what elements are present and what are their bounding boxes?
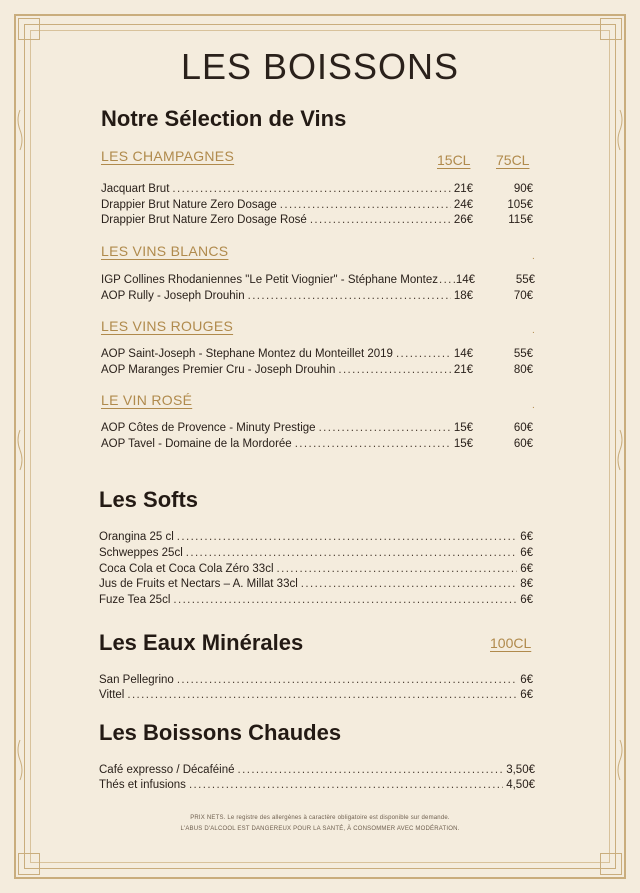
wine-name: AOP Tavel - Domaine de la Mordorée xyxy=(101,438,292,450)
page-title: LES BOISSONS xyxy=(180,46,460,87)
left-ornament-top xyxy=(18,110,22,150)
left-ornament-mid xyxy=(18,430,22,470)
wine-name: AOP Saint-Joseph - Stephane Montez du Monteillet 2019 xyxy=(101,348,393,360)
vins-rouges-label: LES VINS ROUGES xyxy=(101,318,234,334)
water-name: San Pellegrino xyxy=(99,674,174,686)
price-15cl: 26€ xyxy=(453,214,473,226)
price-15cl: 15€ xyxy=(453,438,473,450)
soft-name: Coca Cola et Coca Cola Zéro 33cl xyxy=(99,563,274,575)
column-marker: . xyxy=(532,325,535,336)
right-ornament-bottom xyxy=(618,740,622,780)
hot-drink-row xyxy=(99,776,535,791)
wine-row xyxy=(101,435,533,450)
soft-row xyxy=(99,575,533,590)
champagnes-label: LES CHAMPAGNES xyxy=(101,148,235,164)
soft-name: Jus de Fruits et Nectars – A. Millat 33cl xyxy=(99,578,298,590)
col-15cl: 15CL xyxy=(437,152,471,168)
price-15cl: 14€ xyxy=(455,274,475,286)
soft-price: 6€ xyxy=(520,563,533,575)
wine-name: AOP Rully - Joseph Drouhin xyxy=(101,290,245,302)
column-marker: . xyxy=(532,400,535,411)
right-ornament-mid xyxy=(618,430,622,470)
wine-row xyxy=(101,211,533,226)
footer-alcohol-warning: L'ABUS D'ALCOOL EST DANGEREUX POUR LA SANTÉ, À CONSOMMER AVEC MODÉRATION. xyxy=(180,826,460,832)
water-name: Vittel xyxy=(99,689,125,701)
price-15cl: 24€ xyxy=(453,199,473,211)
wine-row xyxy=(101,361,533,376)
price-15cl: 18€ xyxy=(453,290,473,302)
wine-name: Drappier Brut Nature Zero Dosage Rosé xyxy=(101,214,307,226)
price-75cl: 60€ xyxy=(513,438,533,450)
price-15cl: 14€ xyxy=(453,348,473,360)
wine-name: IGP Collines Rhodaniennes "Le Petit Viognier" - Stéphane Montez xyxy=(101,274,438,286)
eaux-heading: Les Eaux Minérales xyxy=(99,630,304,655)
soft-name: Fuze Tea 25cl xyxy=(99,594,171,606)
wine-name: AOP Côtes de Provence - Minuty Prestige xyxy=(101,422,316,434)
wine-row xyxy=(101,196,533,211)
soft-row xyxy=(99,591,533,606)
price-15cl: 21€ xyxy=(453,183,473,195)
water-row xyxy=(99,686,533,701)
soft-price: 6€ xyxy=(520,547,533,559)
left-ornament-bottom xyxy=(18,740,22,780)
hot-drink-price: 3,50€ xyxy=(506,764,535,776)
price-15cl: 15€ xyxy=(453,422,473,434)
price-75cl: 55€ xyxy=(513,348,533,360)
hot-drink-name: Café expresso / Décaféiné xyxy=(99,764,235,776)
hot-drink-price: 4,50€ xyxy=(506,779,535,791)
hot-drink-name: Thés et infusions xyxy=(99,779,186,791)
wine-row xyxy=(101,180,533,195)
soft-price: 6€ xyxy=(520,531,533,543)
price-75cl: 105€ xyxy=(507,199,533,211)
soft-name: Orangina 25 cl xyxy=(99,531,174,543)
wine-row xyxy=(101,271,535,286)
chaudes-heading: Les Boissons Chaudes xyxy=(99,720,342,745)
soft-price: 6€ xyxy=(520,594,533,606)
wines-heading: Notre Sélection de Vins xyxy=(101,106,347,131)
price-75cl: 60€ xyxy=(513,422,533,434)
softs-heading: Les Softs xyxy=(99,487,199,512)
soft-price: 8€ xyxy=(520,578,533,590)
price-75cl: 70€ xyxy=(513,290,533,302)
wine-row xyxy=(101,419,533,434)
water-row xyxy=(99,671,533,686)
right-ornament-top xyxy=(618,110,622,150)
wine-row xyxy=(101,287,533,302)
vin-rose-label: LE VIN ROSÉ xyxy=(101,392,193,408)
hot-drink-row xyxy=(99,761,535,776)
footer-allergens: PRIX NETS. Le registre des allergènes à caractère obligatoire est disponible sur demande. xyxy=(190,815,450,821)
col-100cl: 100CL xyxy=(490,635,532,651)
col-75cl: 75CL xyxy=(496,152,530,168)
price-15cl: 21€ xyxy=(453,364,473,376)
soft-row xyxy=(99,544,533,559)
wine-name: Drappier Brut Nature Zero Dosage xyxy=(101,199,277,211)
column-marker: . xyxy=(532,251,535,262)
water-price: 6€ xyxy=(520,689,533,701)
soft-row xyxy=(99,528,533,543)
price-75cl: 90€ xyxy=(513,183,533,195)
price-75cl: 80€ xyxy=(513,364,533,376)
water-price: 6€ xyxy=(520,674,533,686)
wine-name: Jacquart Brut xyxy=(101,183,170,195)
price-75cl: 55€ xyxy=(515,274,535,286)
wine-row xyxy=(101,345,533,360)
soft-name: Schweppes 25cl xyxy=(99,547,183,559)
vins-blancs-label: LES VINS BLANCS xyxy=(101,243,229,259)
wine-name: AOP Maranges Premier Cru - Joseph Drouhin xyxy=(101,364,336,376)
price-75cl: 115€ xyxy=(508,214,533,226)
soft-row xyxy=(99,560,533,575)
